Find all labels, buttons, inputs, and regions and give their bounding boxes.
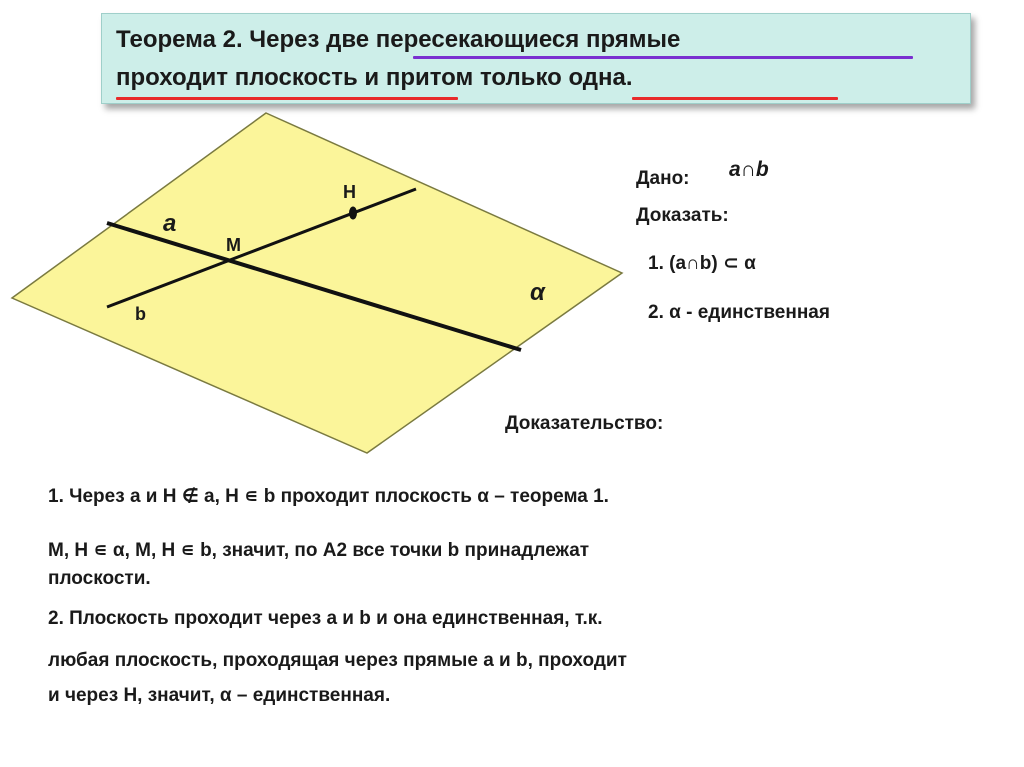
proof-heading: Доказательство: <box>505 413 664 434</box>
label-m: M <box>226 235 241 255</box>
given-value: a∩b <box>729 158 769 181</box>
theorem-title-line-2: проходит плоскость и притом только одна. <box>116 64 633 91</box>
label-b: b <box>135 304 146 324</box>
prove-item-2: 2. α - единственная <box>648 302 830 323</box>
prove-item-1: 1. (a∩b) ⊂ α <box>648 253 756 274</box>
label-h: H <box>343 182 356 202</box>
given-label: Дано: <box>636 168 690 189</box>
proof-paragraph-2-line-2: плоскости. <box>48 568 151 589</box>
label-alpha: α <box>530 279 545 306</box>
proof-paragraph-1: 1. Через a и H ∉ a, H ∊ b проходит плоскость α – теорема 1. <box>48 486 609 507</box>
proof-paragraph-2-line-1: M, H ∊ α, M, H ∊ b, значит, по А2 все точки b принадлежат <box>48 540 590 561</box>
theorem-title-line-1: Теорема 2. Через две пересекающиеся прямые <box>116 26 681 53</box>
prove-label: Доказать: <box>636 205 729 226</box>
proof-paragraph-3-line-3: и через H, значит, α – единственная. <box>48 685 391 706</box>
proof-paragraph-3-line-1: 2. Плоскость проходит через a и b и она единственная, т.к. <box>48 608 603 629</box>
label-a: a <box>163 210 177 237</box>
point-h-marker <box>349 207 357 220</box>
proof-paragraph-3-line-2: любая плоскость, проходящая через прямые a и b, проходит <box>48 650 627 671</box>
